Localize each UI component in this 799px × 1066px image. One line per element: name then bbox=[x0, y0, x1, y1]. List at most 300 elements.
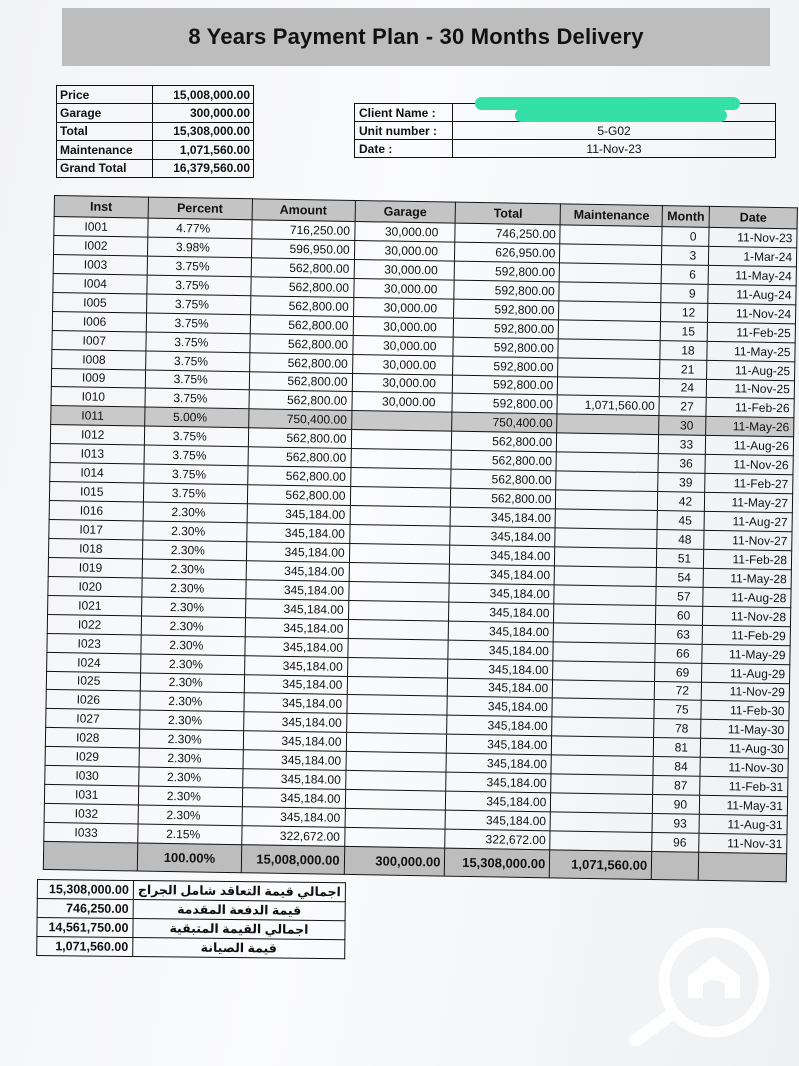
cell-month: 51 bbox=[657, 548, 704, 568]
cell-amount: 345,184.00 bbox=[243, 731, 346, 752]
cell-amount: 562,800.00 bbox=[249, 352, 352, 373]
summary-label: اجمالي قيمة التعاقد شامل الجراج bbox=[133, 881, 345, 902]
cell-month: 93 bbox=[652, 814, 699, 834]
cell-maintenance bbox=[560, 225, 662, 246]
cell-total: 345,184.00 bbox=[450, 545, 555, 566]
price-row bbox=[57, 141, 254, 159]
client-name-redaction bbox=[475, 95, 743, 123]
cell-total: 345,184.00 bbox=[446, 753, 551, 774]
cell-date: 11-May-28 bbox=[703, 568, 791, 588]
cell-percent: 2.30% bbox=[138, 767, 242, 788]
cell-total: 345,184.00 bbox=[450, 564, 555, 585]
arabic-summary-table bbox=[36, 879, 346, 959]
cell-date: 11-Aug-28 bbox=[703, 587, 791, 607]
client-value: 5-G02 bbox=[453, 122, 776, 140]
cell-date: 11-May-25 bbox=[707, 341, 795, 361]
cell-maintenance: 1,071,560.00 bbox=[557, 395, 659, 416]
cell-amount: 345,184.00 bbox=[242, 769, 345, 790]
cell-date: 11-May-31 bbox=[699, 795, 787, 815]
cell-total: 592,800.00 bbox=[454, 299, 559, 320]
cell-maintenance bbox=[553, 623, 655, 644]
column-header: Month bbox=[662, 206, 709, 228]
price-row bbox=[57, 122, 254, 140]
cell-garage: 30,000.00 bbox=[352, 373, 453, 394]
price-value: 1,071,560.00 bbox=[153, 141, 254, 159]
cell-maintenance bbox=[553, 679, 655, 700]
cell-total: 345,184.00 bbox=[450, 507, 555, 528]
cell-inst: I009 bbox=[51, 368, 145, 388]
cell-inst: I020 bbox=[48, 576, 142, 596]
cell-garage bbox=[349, 524, 450, 545]
cell-month: 18 bbox=[660, 340, 707, 360]
column-header: Maintenance bbox=[560, 204, 662, 227]
cell-amount: 345,184.00 bbox=[244, 655, 347, 676]
cell-garage bbox=[346, 714, 447, 735]
cell-garage bbox=[345, 752, 446, 773]
cell-percent: 2.30% bbox=[140, 691, 244, 712]
cell-garage: 30,000.00 bbox=[354, 221, 455, 242]
cell-total: 562,800.00 bbox=[451, 469, 556, 490]
cell-maintenance bbox=[559, 301, 661, 322]
cell-amount: 750,400.00 bbox=[248, 409, 351, 430]
summary-value: 1,071,560.00 bbox=[37, 937, 133, 957]
cell-garage bbox=[347, 657, 448, 678]
cell-month: 9 bbox=[661, 283, 708, 303]
cell-date: 11-Nov-23 bbox=[709, 227, 797, 247]
cell-amount: 322,672.00 bbox=[241, 826, 344, 847]
cell-month: 87 bbox=[653, 776, 700, 796]
cell-date: 11-Feb-29 bbox=[702, 625, 790, 645]
cell-maintenance bbox=[551, 793, 653, 814]
cell-date: 11-Aug-31 bbox=[699, 814, 787, 834]
cell-month: 90 bbox=[653, 795, 700, 815]
cell-garage: 30,000.00 bbox=[352, 335, 453, 356]
cell-month: 42 bbox=[658, 492, 705, 512]
cell-amount: 345,184.00 bbox=[242, 807, 345, 828]
cell-inst: I023 bbox=[47, 633, 141, 653]
price-label: Maintenance bbox=[57, 141, 153, 159]
cell-inst: I027 bbox=[46, 709, 140, 729]
price-value: 15,308,000.00 bbox=[153, 122, 254, 140]
cell-month: 84 bbox=[653, 757, 700, 777]
cell-garage bbox=[345, 771, 446, 792]
cell-inst: I005 bbox=[53, 292, 147, 312]
cell-month: 96 bbox=[652, 833, 699, 853]
cell-date: 11-Nov-26 bbox=[705, 455, 793, 475]
cell-percent: 2.30% bbox=[138, 786, 242, 807]
cell-garage bbox=[347, 676, 448, 697]
cell-inst: I033 bbox=[44, 822, 138, 842]
cell-month: 39 bbox=[658, 473, 705, 493]
cell-maintenance bbox=[559, 282, 661, 303]
cell-percent: 2.30% bbox=[142, 540, 246, 561]
cell-inst: I013 bbox=[50, 444, 144, 464]
cell-inst: I015 bbox=[49, 482, 143, 502]
cell-total: 345,184.00 bbox=[447, 697, 552, 718]
price-row bbox=[57, 104, 254, 122]
cell-maintenance bbox=[559, 263, 661, 284]
cell-inst: I008 bbox=[52, 349, 146, 369]
cell-date: 11-Feb-25 bbox=[707, 322, 795, 342]
cell-garage bbox=[351, 411, 452, 432]
cell-total: 345,184.00 bbox=[446, 772, 551, 793]
cell-garage bbox=[349, 562, 450, 583]
cell-inst: I003 bbox=[53, 254, 147, 274]
cell-date: 11-Feb-30 bbox=[701, 701, 789, 721]
cell-inst: I028 bbox=[45, 728, 139, 748]
price-row bbox=[57, 159, 254, 177]
page-title bbox=[62, 8, 770, 66]
cell-total: 345,184.00 bbox=[445, 810, 550, 831]
price-summary-table bbox=[56, 85, 254, 178]
cell-garage bbox=[347, 638, 448, 659]
cell-total: 345,184.00 bbox=[449, 621, 554, 642]
cell-garage bbox=[345, 790, 446, 811]
cell-date: 11-May-26 bbox=[706, 417, 794, 437]
cell-garage bbox=[345, 808, 446, 829]
price-row bbox=[57, 86, 254, 104]
cell-maintenance bbox=[557, 433, 659, 454]
cell-amount: 596,950.00 bbox=[251, 239, 354, 260]
cell-maintenance bbox=[559, 320, 661, 341]
cell-amount: 345,184.00 bbox=[246, 542, 349, 563]
cell-amount: 345,184.00 bbox=[245, 617, 348, 638]
cell-amount: 562,800.00 bbox=[250, 277, 353, 298]
totals-total: 15,308,000.00 bbox=[445, 848, 550, 878]
cell-amount: 345,184.00 bbox=[244, 674, 347, 695]
cell-inst: I014 bbox=[50, 463, 144, 483]
cell-maintenance bbox=[557, 414, 659, 435]
cell-date: 11-Nov-24 bbox=[708, 303, 796, 323]
cell-amount: 562,800.00 bbox=[247, 485, 350, 506]
cell-amount: 562,800.00 bbox=[247, 466, 350, 487]
cell-total: 562,800.00 bbox=[452, 431, 557, 452]
cell-maintenance bbox=[552, 736, 654, 757]
cell-amount: 345,184.00 bbox=[245, 580, 348, 601]
home-search-watermark-icon bbox=[628, 928, 778, 1046]
cell-month: 33 bbox=[658, 435, 705, 455]
cell-amount: 562,800.00 bbox=[250, 296, 353, 317]
cell-maintenance bbox=[554, 566, 656, 587]
cell-inst: I019 bbox=[48, 557, 142, 577]
cell-inst: I017 bbox=[49, 519, 143, 539]
cell-garage bbox=[350, 468, 451, 489]
cell-month: 24 bbox=[659, 378, 706, 398]
cell-garage bbox=[346, 733, 447, 754]
cell-maintenance bbox=[558, 376, 660, 397]
cell-garage bbox=[344, 827, 445, 848]
cell-amount: 345,184.00 bbox=[246, 561, 349, 582]
client-row bbox=[355, 140, 776, 158]
cell-garage bbox=[348, 581, 449, 602]
price-label: Price bbox=[57, 86, 153, 104]
summary-label: قيمة الدفعة المقدمة bbox=[133, 900, 345, 921]
cell-total: 592,800.00 bbox=[454, 280, 559, 301]
cell-amount: 345,184.00 bbox=[243, 712, 346, 733]
cell-total: 345,184.00 bbox=[447, 715, 552, 736]
cell-percent: 5.00% bbox=[144, 407, 248, 428]
cell-inst: I011 bbox=[51, 406, 145, 426]
cell-percent: 2.30% bbox=[141, 635, 245, 656]
totals-inst-cell bbox=[43, 841, 137, 871]
cell-date: 11-Nov-27 bbox=[704, 530, 792, 550]
price-value: 16,379,560.00 bbox=[153, 159, 254, 177]
cell-garage bbox=[349, 543, 450, 564]
cell-amount: 562,800.00 bbox=[249, 333, 352, 354]
cell-total: 345,184.00 bbox=[447, 734, 552, 755]
price-label: Grand Total bbox=[57, 159, 153, 177]
cell-maintenance bbox=[558, 357, 660, 378]
cell-inst: I018 bbox=[48, 538, 142, 558]
cell-inst: I012 bbox=[50, 425, 144, 445]
cell-month: 6 bbox=[661, 264, 708, 284]
column-header: Inst bbox=[54, 196, 148, 219]
page-title-text: 8 Years Payment Plan - 30 Months Delivery bbox=[188, 24, 644, 49]
payment-schedule-table bbox=[43, 195, 798, 882]
cell-percent: 3.75% bbox=[147, 256, 251, 277]
cell-month: 27 bbox=[659, 397, 706, 417]
cell-total: 592,800.00 bbox=[453, 356, 558, 377]
cell-garage bbox=[346, 695, 447, 716]
client-label: Date : bbox=[355, 140, 453, 158]
cell-total: 592,800.00 bbox=[452, 394, 557, 415]
cell-maintenance bbox=[558, 339, 660, 360]
cell-percent: 3.75% bbox=[145, 351, 249, 372]
price-label: Garage bbox=[57, 104, 153, 122]
cell-maintenance bbox=[560, 244, 662, 265]
summary-label: اجمالي القيمة المتبقية bbox=[133, 919, 345, 940]
cell-percent: 2.30% bbox=[141, 597, 245, 618]
client-row bbox=[355, 122, 776, 140]
cell-percent: 2.15% bbox=[138, 824, 242, 845]
cell-maintenance bbox=[556, 452, 658, 473]
cell-month: 0 bbox=[662, 227, 709, 247]
cell-total: 746,250.00 bbox=[455, 223, 560, 244]
cell-inst: I016 bbox=[49, 501, 143, 521]
cell-inst: I001 bbox=[54, 217, 148, 237]
cell-amount: 562,800.00 bbox=[249, 371, 352, 392]
price-label: Total bbox=[57, 122, 153, 140]
cell-maintenance bbox=[554, 585, 656, 606]
cell-date: 1-Mar-24 bbox=[709, 246, 797, 266]
cell-garage bbox=[348, 600, 449, 621]
cell-inst: I031 bbox=[44, 785, 138, 805]
cell-amount: 562,800.00 bbox=[249, 390, 352, 411]
cell-percent: 2.30% bbox=[141, 616, 245, 637]
cell-amount: 345,184.00 bbox=[243, 750, 346, 771]
cell-amount: 562,800.00 bbox=[248, 428, 351, 449]
column-header: Percent bbox=[148, 197, 252, 220]
client-label: Client Name : bbox=[355, 104, 453, 122]
cell-maintenance bbox=[551, 774, 653, 795]
cell-month: 12 bbox=[661, 302, 708, 322]
cell-date: 11-Aug-29 bbox=[702, 663, 790, 683]
cell-percent: 2.30% bbox=[143, 502, 247, 523]
cell-amount: 345,184.00 bbox=[247, 504, 350, 525]
cell-percent: 3.75% bbox=[145, 388, 249, 409]
cell-month: 36 bbox=[658, 454, 705, 474]
cell-percent: 2.30% bbox=[139, 729, 243, 750]
cell-month: 3 bbox=[662, 246, 709, 266]
cell-total: 750,400.00 bbox=[452, 413, 557, 434]
cell-garage bbox=[351, 449, 452, 470]
cell-inst: I022 bbox=[47, 614, 141, 634]
cell-total: 562,800.00 bbox=[451, 488, 556, 509]
cell-percent: 2.30% bbox=[143, 521, 247, 542]
cell-date: 11-Nov-31 bbox=[699, 833, 787, 853]
cell-date: 11-May-30 bbox=[701, 720, 789, 740]
cell-date: 11-May-27 bbox=[704, 492, 792, 512]
cell-percent: 3.75% bbox=[146, 332, 250, 353]
cell-total: 345,184.00 bbox=[449, 583, 554, 604]
cell-percent: 2.30% bbox=[139, 748, 243, 769]
cell-garage: 30,000.00 bbox=[354, 259, 455, 280]
cell-date: 11-Aug-27 bbox=[704, 511, 792, 531]
cell-inst: I025 bbox=[46, 671, 140, 691]
cell-garage: 30,000.00 bbox=[354, 240, 455, 261]
cell-maintenance bbox=[555, 509, 657, 530]
cell-inst: I004 bbox=[53, 273, 147, 293]
cell-month: 57 bbox=[656, 586, 703, 606]
cell-maintenance bbox=[556, 490, 658, 511]
cell-percent: 2.30% bbox=[138, 805, 242, 826]
cell-inst: I024 bbox=[47, 652, 141, 672]
cell-month: 30 bbox=[659, 416, 706, 436]
cell-month: 69 bbox=[655, 662, 702, 682]
cell-date: 11-Feb-28 bbox=[704, 549, 792, 569]
cell-date: 11-Feb-26 bbox=[706, 398, 794, 418]
cell-percent: 2.30% bbox=[139, 710, 243, 731]
cell-month: 21 bbox=[660, 359, 707, 379]
cell-percent: 3.75% bbox=[146, 313, 250, 334]
cell-date: 11-Feb-31 bbox=[700, 776, 788, 796]
cell-maintenance bbox=[555, 547, 657, 568]
cell-inst: I021 bbox=[48, 595, 142, 615]
cell-maintenance bbox=[551, 755, 653, 776]
cell-percent: 2.30% bbox=[140, 672, 244, 693]
cell-total: 626,950.00 bbox=[455, 242, 560, 263]
cell-date: 11-Aug-26 bbox=[705, 436, 793, 456]
cell-amount: 562,800.00 bbox=[250, 314, 353, 335]
cell-total: 345,184.00 bbox=[448, 640, 553, 661]
cell-percent: 2.30% bbox=[140, 654, 244, 675]
cell-percent: 3.75% bbox=[143, 483, 247, 504]
cell-percent: 3.75% bbox=[146, 294, 250, 315]
totals-amount: 15,008,000.00 bbox=[241, 845, 344, 875]
cell-total: 592,800.00 bbox=[455, 261, 560, 282]
cell-total: 345,184.00 bbox=[448, 678, 553, 699]
cell-date: 11-May-24 bbox=[708, 265, 796, 285]
summary-value: 746,250.00 bbox=[37, 899, 133, 919]
summary-label: قيمة الصيانة bbox=[133, 938, 345, 959]
cell-total: 562,800.00 bbox=[451, 450, 556, 471]
totals-maintenance: 1,071,560.00 bbox=[550, 850, 652, 880]
cell-garage bbox=[350, 487, 451, 508]
cell-total: 345,184.00 bbox=[446, 791, 551, 812]
cell-inst: I010 bbox=[51, 387, 145, 407]
cell-month: 81 bbox=[653, 738, 700, 758]
cell-month: 60 bbox=[656, 605, 703, 625]
cell-month: 78 bbox=[654, 719, 701, 739]
cell-inst: I002 bbox=[54, 235, 148, 255]
cell-date: 11-Feb-27 bbox=[705, 474, 793, 494]
cell-total: 592,800.00 bbox=[453, 375, 558, 396]
cell-month: 15 bbox=[660, 321, 707, 341]
cell-inst: I029 bbox=[45, 747, 139, 767]
client-value: 11-Nov-23 bbox=[453, 140, 776, 158]
totals-percent: 100.00% bbox=[137, 843, 241, 873]
totals-month-cell bbox=[651, 851, 698, 880]
totals-date-cell bbox=[698, 852, 786, 881]
cell-amount: 345,184.00 bbox=[245, 598, 348, 619]
cell-date: 11-May-29 bbox=[702, 644, 790, 664]
cell-month: 75 bbox=[654, 700, 701, 720]
cell-garage: 30,000.00 bbox=[353, 278, 454, 299]
cell-maintenance bbox=[556, 471, 658, 492]
cell-total: 345,184.00 bbox=[450, 526, 555, 547]
column-header: Amount bbox=[252, 199, 355, 222]
summary-row bbox=[37, 937, 345, 959]
cell-percent: 3.75% bbox=[144, 426, 248, 447]
cell-total: 322,672.00 bbox=[445, 829, 550, 850]
column-header: Garage bbox=[355, 200, 456, 223]
cell-inst: I006 bbox=[52, 311, 146, 331]
cell-total: 345,184.00 bbox=[449, 602, 554, 623]
cell-amount: 345,184.00 bbox=[244, 693, 347, 714]
cell-maintenance bbox=[550, 831, 652, 852]
cell-date: 11-Aug-24 bbox=[708, 284, 796, 304]
cell-month: 72 bbox=[654, 681, 701, 701]
summary-value: 14,561,750.00 bbox=[37, 918, 133, 938]
cell-amount: 345,184.00 bbox=[246, 523, 349, 544]
cell-amount: 345,184.00 bbox=[242, 788, 345, 809]
cell-maintenance bbox=[554, 604, 656, 625]
client-label: Unit number : bbox=[355, 122, 453, 140]
cell-amount: 345,184.00 bbox=[244, 636, 347, 657]
cell-percent: 3.75% bbox=[143, 464, 247, 485]
cell-percent: 3.98% bbox=[147, 237, 251, 258]
summary-value: 15,308,000.00 bbox=[37, 880, 133, 900]
cell-garage bbox=[350, 506, 451, 527]
cell-garage: 30,000.00 bbox=[352, 354, 453, 375]
cell-maintenance bbox=[552, 717, 654, 738]
cell-total: 592,800.00 bbox=[453, 337, 558, 358]
cell-month: 66 bbox=[655, 643, 702, 663]
price-value: 300,000.00 bbox=[153, 104, 254, 122]
cell-maintenance bbox=[555, 528, 657, 549]
cell-percent: 3.75% bbox=[145, 370, 249, 391]
cell-month: 54 bbox=[656, 567, 703, 587]
cell-garage bbox=[351, 430, 452, 451]
totals-garage: 300,000.00 bbox=[344, 846, 445, 876]
cell-date: 11-Aug-30 bbox=[700, 739, 788, 759]
column-header: Date bbox=[709, 206, 797, 228]
cell-total: 592,800.00 bbox=[454, 318, 559, 339]
cell-garage: 30,000.00 bbox=[351, 392, 452, 413]
cell-date: 11-Nov-29 bbox=[701, 682, 789, 702]
cell-date: 11-Nov-30 bbox=[700, 758, 788, 778]
redaction-stroke bbox=[515, 109, 727, 122]
cell-maintenance bbox=[553, 660, 655, 681]
cell-amount: 562,800.00 bbox=[248, 447, 351, 468]
cell-month: 63 bbox=[655, 624, 702, 644]
cell-percent: 4.77% bbox=[148, 218, 252, 239]
column-header: Total bbox=[455, 202, 560, 225]
cell-month: 45 bbox=[657, 511, 704, 531]
price-value: 15,008,000.00 bbox=[153, 86, 254, 104]
cell-inst: I026 bbox=[46, 690, 140, 710]
cell-garage: 30,000.00 bbox=[353, 297, 454, 318]
